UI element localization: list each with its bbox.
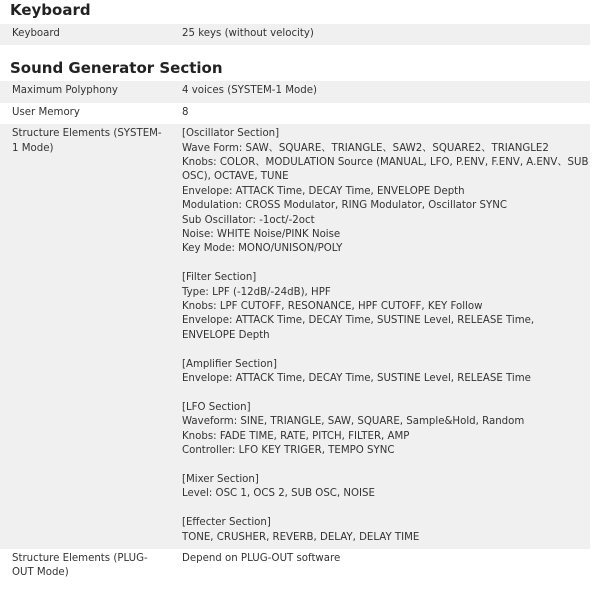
keyboard-table [0,24,590,45]
row-label: User Memory [12,106,80,118]
table-row [0,24,590,45]
sound-generator-table [0,81,590,584]
filter-knobs: Knobs: LPF CUTOFF, RESONANCE, HPF CUTOFF, KEY Follow [182,301,483,313]
row-label: Structure Elements (PLUG-OUT Mode) [12,552,148,579]
filter-envelope: Envelope: ATTACK Time, DECAY Time, SUSTINE Level, RELEASE Time, ENVELOPE Depth [182,315,535,341]
mixer-section-title: [Mixer Section] [182,473,259,485]
oscillator-noise: Noise: WHITE Noise/PINK Noise [182,229,341,241]
oscillator-knobs: Knobs: COLOR、MODULATION Source (MANUAL, LFO, P.ENV, F.ENV, A.ENV、SUB OSC), OCTAVE, TUNE [182,157,589,183]
filter-type: Type: LPF (-12dB/-24dB), HPF [182,286,331,298]
filter-section-title: [Filter Section] [182,272,257,284]
structure-details [170,124,590,549]
amplifier-section-title: [Amplifier Section] [182,358,277,370]
row-value: Depend on PLUG-OUT software [182,552,341,564]
oscillator-sub: Sub Oscillator: -1oct/-2oct [182,214,315,226]
effecter-section-title: [Effecter Section] [182,517,271,529]
amplifier-envelope: Envelope: ATTACK Time, DECAY Time, SUSTINE Level, RELEASE Time [182,373,531,385]
sound-generator-heading: Sound Generator Section [10,59,223,78]
oscillator-keymode: Key Mode: MONO/UNISON/POLY [182,243,343,255]
lfo-section-title: [LFO Section] [182,401,251,413]
row-value: 4 voices (SYSTEM-1 Mode) [170,81,590,102]
row-label: Maximum Polyphony [0,81,170,102]
table-row [0,81,590,102]
table-row [0,549,590,585]
row-label: Keyboard [0,24,170,45]
row-value: 25 keys (without velocity) [170,24,590,45]
row-label: Structure Elements (SYSTEM-1 Mode) [0,124,170,549]
oscillator-envelope: Envelope: ATTACK Time, DECAY Time, ENVELOPE Depth [182,185,465,197]
oscillator-waveform: Wave Form: SAW、SQUARE、TRIANGLE、SAW2、SQUARE2、TRIANGLE2 [182,142,549,154]
lfo-knobs: Knobs: FADE TIME, RATE, PITCH, FILTER, AMP [182,430,410,442]
table-row [0,103,590,124]
keyboard-heading: Keyboard [10,1,91,19]
row-value: 8 [182,106,189,118]
mixer-level: Level: OSC 1, OCS 2, SUB OSC, NOISE [182,488,375,500]
effecter-list: TONE, CRUSHER, REVERB, DELAY, DELAY TIME [182,531,420,543]
table-row [0,124,590,549]
oscillator-modulation: Modulation: CROSS Modulator, RING Modulator, Oscillator SYNC [182,200,507,212]
lfo-waveform: Waveform: SINE, TRIANGLE, SAW, SQUARE, Sample&Hold, Random [182,416,525,428]
oscillator-section-title: [Oscillator Section] [182,128,280,140]
lfo-controller: Controller: LFO KEY TRIGER, TEMPO SYNC [182,445,395,457]
